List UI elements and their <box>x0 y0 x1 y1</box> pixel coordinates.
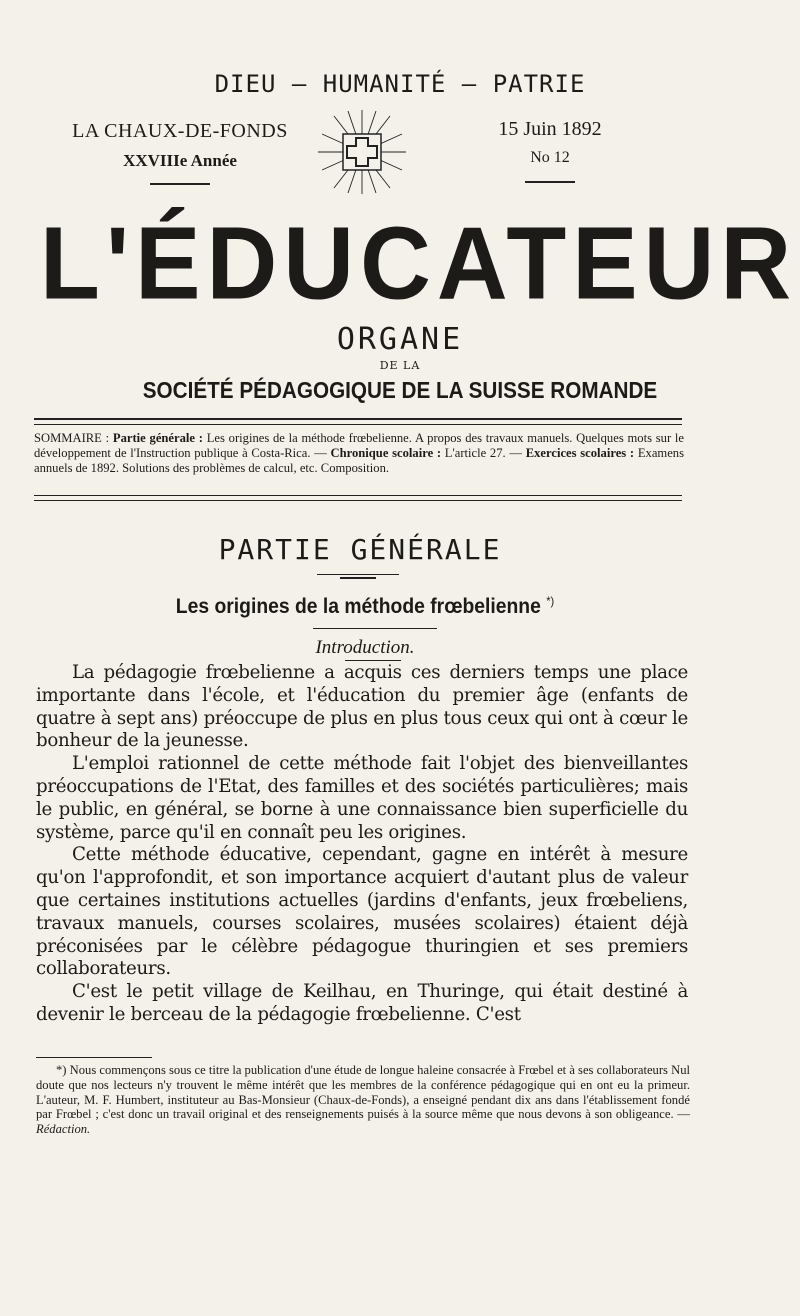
header-left-dash <box>150 183 210 185</box>
sommaire-label: SOMMAIRE : <box>34 431 110 445</box>
rule-bottom-thin <box>34 495 682 496</box>
rule-top-thick <box>34 418 682 420</box>
de-la-label: DE LA <box>379 359 421 372</box>
motto: DIEU — HUMANITÉ — PATRIE <box>214 70 586 98</box>
sommaire <box>34 431 684 476</box>
header-left <box>60 120 300 185</box>
footnote-signature: Rédaction. <box>36 1122 91 1137</box>
section-rule <box>317 574 399 575</box>
header-right <box>470 118 630 183</box>
society-name: SOCIÉTÉ PÉDAGOGIQUE DE LA SUISSE ROMANDE <box>142 377 658 403</box>
footnote-rule <box>36 1057 152 1058</box>
swiss-cross-emblem-icon <box>314 108 410 196</box>
article-body <box>36 662 688 1027</box>
subheading: Introduction. <box>315 637 415 658</box>
header-right-dash <box>525 181 575 183</box>
paragraph: Cette méthode éducative, cependant, gagne en intérêt à mesure qu'on l'approfondit, et son importance acquiert d'autant plus de valeur que certaines institutions actuelles (jardins d'enfants, jeux frœbeliens, travaux manuels, courses scolaires, musées scolaires) étaient déjà préconisées par le célèbre pédagogue thuringien et ses premiers collaborateurs. <box>36 844 688 980</box>
sommaire-part3-label: Exercices scolaires : <box>525 446 635 460</box>
sommaire-part1-text: Les origines de la méthode frœbelienne. A propos des travaux manuels. Quelques mots sur le développement de l'Instruction publique à Costa-Rica. — <box>34 431 684 460</box>
sommaire-part1-label: Partie générale : <box>112 431 203 445</box>
paragraph: L'emploi rationnel de cette méthode fait l'objet des bienveillantes préoccupations de l'Etat, des familles et des sociétés particulières; mais le public, en général, se borne à une connaissance bien superficielle du système, parce qu'il en connaît peu les origines. <box>36 753 688 843</box>
footnote-text: *) Nous commençons sous ce titre la publication d'une étude de longue haleine consacrée à Frœbel et à ses collaborateurs Nul doute que nos lecteurs n'y trouvent le même intérêt que les membres de la conférence pédagogique qui en ont eu la primeur. L'auteur, M. F. Humbert, instituteur au Bas-Monsieur (Chaux-de-Fonds), a enseigné pendant dix ans dans l'établissement fondé par Frœbel ; c'est donc un travail original et des renseignements puisés à la source même que nous devons à son obligeance. — <box>36 1063 690 1122</box>
subheading-rule <box>345 660 401 661</box>
section-heading: PARTIE GÉNÉRALE <box>218 533 502 566</box>
article-title <box>29 594 701 619</box>
footnote <box>36 1063 690 1137</box>
rule-bottom-thin-2 <box>34 500 682 501</box>
article-title-rule <box>313 628 437 629</box>
sommaire-part2-text: L'article 27. — <box>444 446 522 460</box>
year-volume: XXVIIIe Année <box>123 151 237 170</box>
issue-date: 15 Juin 1892 <box>498 118 602 140</box>
section-rule-thick <box>340 577 376 579</box>
city: LA CHAUX-DE-FONDS <box>72 120 288 142</box>
journal-title: L'ÉDUCATEUR <box>40 205 798 321</box>
paragraph: La pédagogie frœbelienne a acquis ces derniers temps une place importante dans l'école, et l'éducation du premier âge (enfants de quatre à sept ans) préoccupe de plus en plus tous ceux qui ont à cœur le bonheur de la jeunesse. <box>36 662 688 752</box>
organe-label: ORGANE <box>336 322 464 357</box>
sommaire-part2-label: Chronique scolaire : <box>330 446 442 460</box>
paragraph: C'est le petit village de Keilhau, en Thuringe, qui était destiné à devenir le berceau de la pédagogie frœbelienne. C'est <box>36 981 688 1025</box>
sommaire-part3-text: Examens annuels de 1892. Solutions des problèmes de calcul, etc. Composition. <box>34 446 684 475</box>
footnote-mark: *) <box>546 594 555 608</box>
issue-number: No 12 <box>530 149 570 166</box>
rule-top-thin <box>34 424 682 425</box>
article-title-text: Les origines de la méthode frœbelienne <box>175 595 541 618</box>
